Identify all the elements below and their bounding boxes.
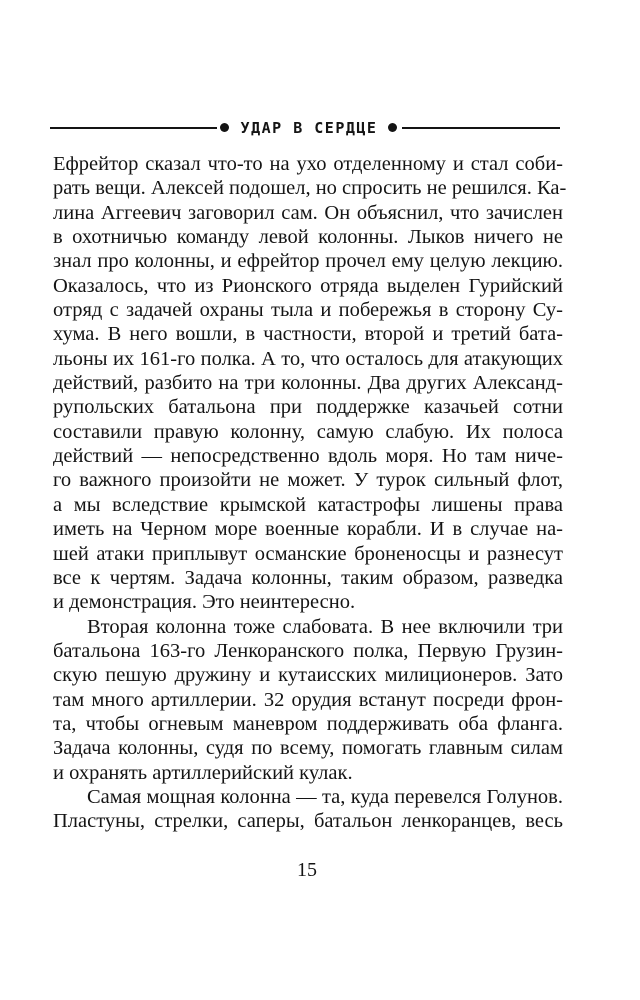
text-line: Ефрейтор сказал что-то на ухо отделенному и стал соби- xyxy=(53,153,563,175)
text-line: Задача колонны, судя по всему, помогать главным силам xyxy=(53,737,563,760)
text-line: там много артиллерии. 32 орудия встанут посреди фрон- xyxy=(53,688,563,711)
text-line: рупольских батальона при поддержке казачьей сотни xyxy=(53,396,563,419)
text-line: и охранять артиллерийский кулак. xyxy=(53,761,353,784)
text-line: лина Аггеевич заговорил сам. Он объяснил, что зачислен xyxy=(53,201,563,224)
text-line: льоны их 161-го полка. А то, что осталось для атакующих xyxy=(53,347,563,370)
text-line: все к чертям. Задача колонны, таким образом, разведка xyxy=(53,566,563,589)
body-text xyxy=(53,152,567,834)
header-rule-right xyxy=(402,127,560,129)
text-line: действий — непосредственно вдоль моря. Но там ниче- xyxy=(53,445,563,468)
text-line: отряд с задачей охраны тыла и побережья в сторону Су- xyxy=(53,299,563,322)
text-line: го важного произойти не может. У турок сильный флот, xyxy=(53,469,563,492)
page-number: 15 xyxy=(297,859,317,881)
text-line: та, чтобы огневым маневром поддерживать оба фланга. xyxy=(53,712,563,735)
header-rule-left xyxy=(50,127,217,129)
text-line: Пластуны, стрелки, саперы, батальон ленкоранцев, весь xyxy=(53,810,563,833)
header-bullet-left xyxy=(220,123,229,132)
text-line: рать вещи. Алексей подошел, но спросить не решился. Ка- xyxy=(53,177,567,200)
running-header xyxy=(50,116,560,140)
text-line: скую пешую дружину и кутаисских милиционеров. Зато xyxy=(53,664,563,687)
text-line: действий, разбито на три колонны. Два других Александ- xyxy=(53,372,563,395)
header-bullet-right xyxy=(388,123,397,132)
text-line: хума. В него вошли, в частности, второй и третий бата- xyxy=(53,323,563,346)
text-line: составили правую колонну, самую слабую. Их полоса xyxy=(53,420,563,443)
text-line: иметь на Черном море военные корабли. И в случае на- xyxy=(53,518,563,541)
text-line: и демонстрация. Это неинтересно. xyxy=(53,591,356,614)
text-line: знал про колонны, и ефрейтор прочел ему целую лекцию. xyxy=(53,250,563,273)
text-line: Вторая колонна тоже слабовата. В нее включили три xyxy=(87,615,563,638)
running-title: УДАР В СЕРДЦЕ xyxy=(240,119,378,137)
text-line: Оказалось, что из Рионского отряда выделен Гурийский xyxy=(53,274,563,297)
text-line: в охотничью команду левой колонны. Лыков ничего не xyxy=(53,226,563,249)
text-line: а мы вследствие крымской катастрофы лишены права xyxy=(53,493,563,516)
text-line: шей атаки приплывут османские броненосцы и разнесут xyxy=(53,542,563,565)
text-line: Самая мощная колонна — та, куда перевелся Голунов. xyxy=(87,785,563,808)
text-line: батальона 163-го Ленкоранского полка, Первую Грузин- xyxy=(53,639,563,662)
